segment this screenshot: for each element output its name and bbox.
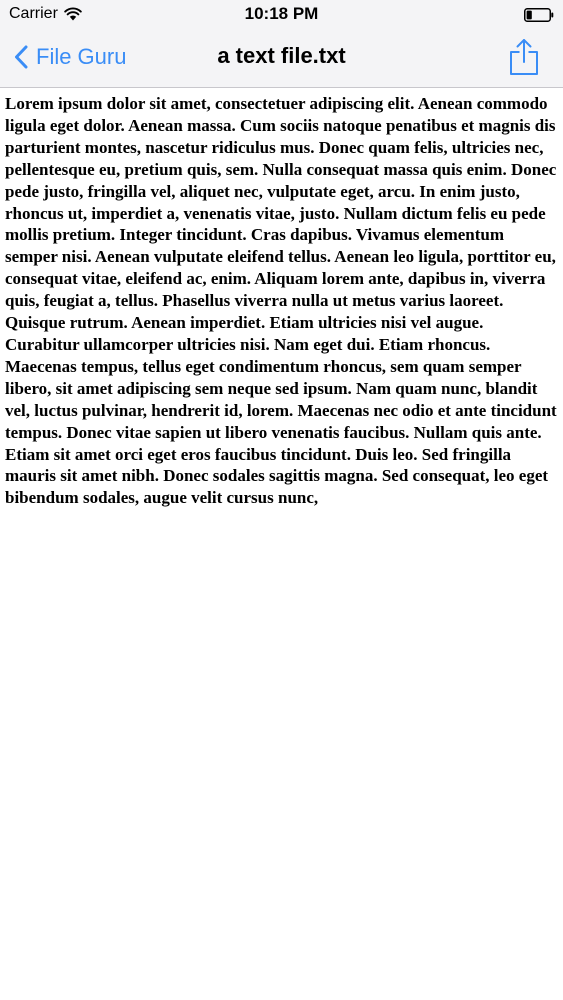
- back-button-label: File Guru: [36, 44, 127, 69]
- back-button[interactable]: [14, 42, 126, 72]
- carrier-label: Carrier: [9, 5, 58, 22]
- chevron-left-icon: [14, 45, 28, 69]
- share-icon[interactable]: [509, 37, 539, 75]
- document-text: Lorem ipsum dolor sit amet, consectetuer adipiscing elit. Aenean commodo ligula eget dolor. Aenean massa. Cum sociis natoque penatibus et magnis dis parturient montes, nascetur ridiculus mus. Donec quam felis, ultricies nec, pellentesque eu, pretium quis, sem. Nulla consequat massa quis enim. Donec pede justo, fringilla vel, aliquet nec, vulputate eget, arcu. In enim justo, rhoncus ut, imperdiet a, venenatis vitae, justo. Nullam dictum felis eu pede mollis pretium. Integer tincidunt. Cras dapibus. Vivamus elementum semper nisi. Aenean vulputate eleifend tellus. Aenean leo ligula, porttitor eu, consequat vitae, eleifend ac, enim. Aliquam lorem ante, dapibus in, viverra quis, feugiat a, tellus. Phasellus viverra nulla ut metus varius laoreet. Quisque rutrum. Aenean imperdiet. Etiam ultricies nisi vel augue. Curabitur ullamcorper ultricies nisi. Nam eget dui. Etiam rhoncus. Maecenas tempus, tellus eget condimentum rhoncus, sem quam semper libero, sit amet adipiscing sem neque sed ipsum. Nam quam nunc, blandit vel, luctus pulvinar, hendrerit id, lorem. Maecenas nec odio et ante tincidunt tempus. Donec vitae sapien ut libero venenatis faucibus. Nullam quis ante. Etiam sit amet orci eget eros faucibus tincidunt. Duis leo. Sed fringilla mauris sit amet nibh. Donec sodales sagittis magna. Sed consequat, leo eget bibendum sodales, augue velit cursus nunc,: [5, 94, 557, 508]
- status-bar: [0, 0, 563, 30]
- status-time: 10:18 PM: [244, 4, 319, 23]
- battery-icon: [524, 8, 554, 22]
- navigation-bar: [0, 30, 563, 88]
- page-title: a text file.txt: [217, 43, 346, 68]
